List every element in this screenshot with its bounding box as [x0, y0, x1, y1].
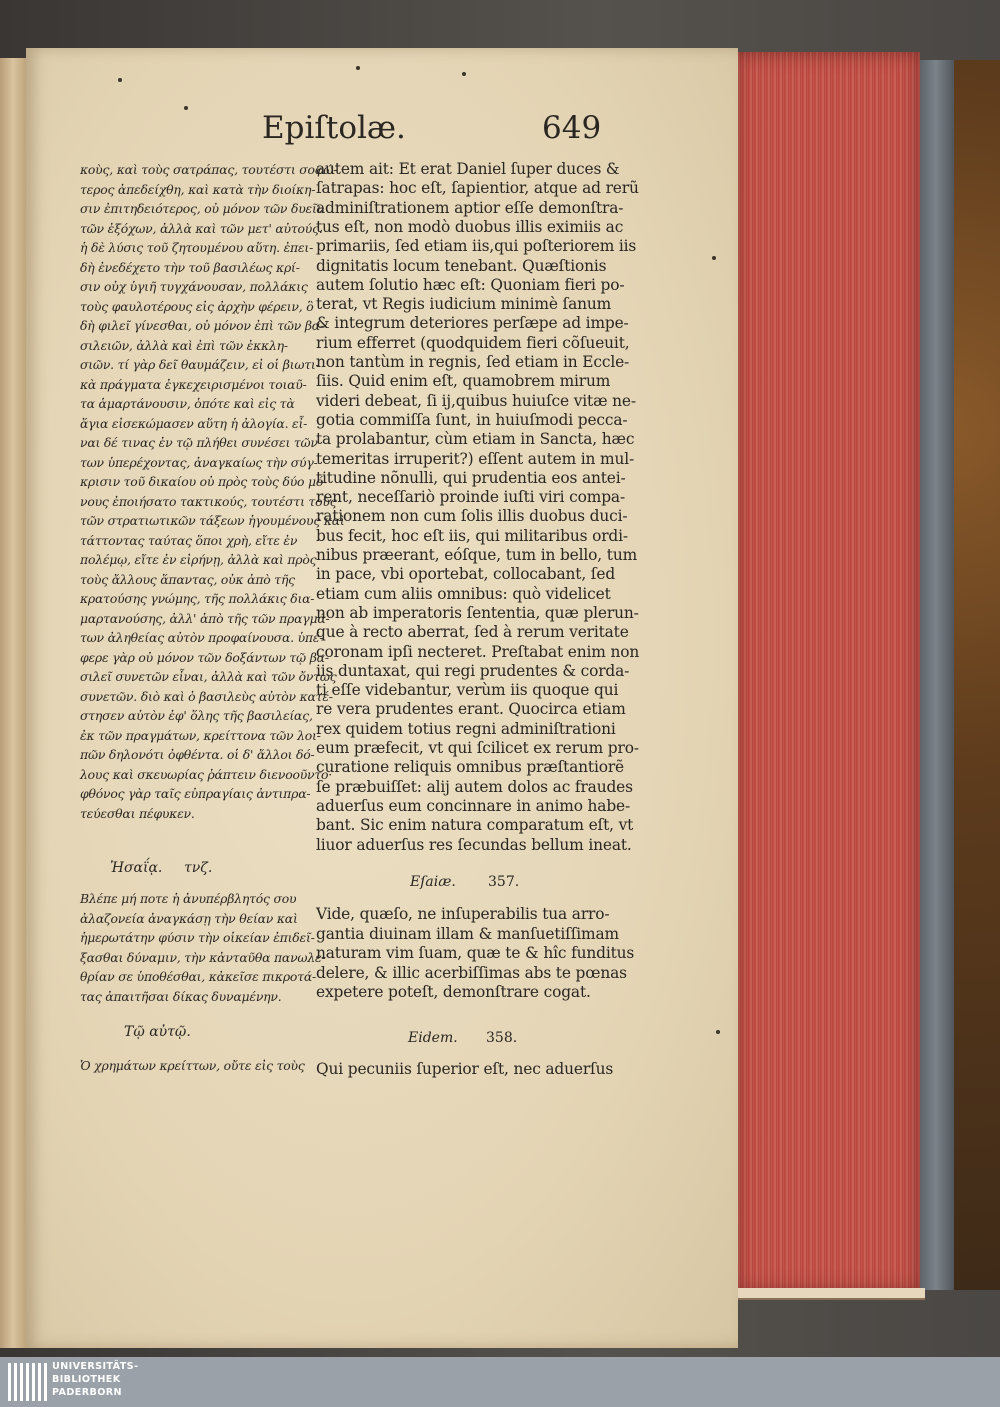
running-head: Epiſtolæ.: [262, 110, 406, 146]
text-line: non tantùm in regnis, ſed etiam in Eccle-: [316, 353, 630, 371]
text-line: σιλειῶν, ἀλλὰ καὶ ἐπὶ τῶν ἐκκλη-: [80, 337, 288, 353]
text-line: λους καὶ σκευωρίας ῥάπτειν διενοοῦντο·: [80, 766, 333, 782]
greek-heading-357: Ἠσαΐᾳ.: [110, 860, 163, 876]
text-line: κοὺς, καὶ τοὺς σατράπας, τουτέστι σοφώ-: [80, 162, 338, 177]
text-line: δὴ ἐνεδέχετο τὴν τοῦ βασιλέως κρί-: [80, 259, 300, 275]
text-line: τα ἁμαρτάνουσιν, ὁπότε καὶ εἰς τὰ: [80, 396, 295, 411]
text-line: τῶν ἐξόχων, ἀλλὰ καὶ τῶν μετ' αὐτούς.: [80, 220, 323, 236]
text-line: titudine nõnulli, qui prudentia eos antei-: [316, 468, 626, 487]
latin-number-357: 357.: [488, 874, 520, 890]
paper-speck: [356, 66, 360, 70]
text-line: Qui pecuniis ſuperior eſt, nec aduerſus: [316, 1060, 614, 1078]
text-line: ἡ δὲ λύσις τοῦ ζητουμένου αὕτη. ἐπει-: [80, 240, 314, 255]
text-line: bant. Sic enim natura comparatum eſt, vt: [316, 816, 634, 835]
greek-number-357: τνζ.: [184, 860, 213, 876]
left-page-edge: [0, 58, 28, 1348]
text-line: gantia diuinam illam & manſuetiſſimam: [316, 924, 619, 943]
text-line: curatione reliquis omnibus præſtantiorẽ: [316, 758, 625, 777]
text-line: ξασθαι δύναμιν, τὴν κἀνταῦθα πανωλε-: [80, 949, 326, 965]
text-line: Ὁ χρημάτων κρείττων, οὔτε εἰς τοὺς: [80, 1058, 305, 1073]
text-line: iis duntaxat, qui regi prudentes & corda-: [316, 661, 630, 680]
paper-speck: [118, 78, 122, 82]
text-line: autem ait: Et erat Daniel ſuper duces &: [316, 160, 620, 178]
text-line: δὴ φιλεῖ γίνεσθαι, οὐ μόνον ἐπὶ τῶν βα-: [80, 318, 324, 333]
paper-speck: [712, 256, 716, 260]
text-line: rex quidem totius regni adminiſtrationi: [316, 719, 616, 738]
text-line: terat, vt Regis iudicium minimè ſanum: [316, 295, 612, 314]
latin-heading-357: Eſaiæ.: [410, 874, 456, 890]
paper-speck: [462, 72, 466, 76]
text-line: πολέμῳ, εἴτε ἐν εἰρήνῃ, ἀλλὰ καὶ πρὸς: [80, 552, 317, 567]
text-line: τοὺς ἄλλους ἅπαντας, οὐκ ἀπὸ τῆς: [80, 571, 295, 587]
text-line: κὰ πράγματα ἐγκεχειρισμένοι τοιαῦ-: [80, 376, 307, 392]
text-line: ſiis. Quid enim eſt, quamobrem mirum: [316, 372, 611, 391]
text-line: ἡμερωτάτην φύσιν τὴν οἰκείαν ἐπιδεῖ-: [80, 930, 315, 945]
text-line: Βλέπε μή ποτε ἡ ἀνυπέρβλητός σου: [80, 891, 297, 906]
text-line: liuor aduerſus res ſecundas bellum ineat.: [316, 835, 632, 854]
latin-number-358: 358.: [486, 1030, 518, 1046]
text-line: re vera prudentes erant. Quocirca etiam: [316, 700, 626, 719]
text-line: non ab imperatoris ſententia, quæ plerun-: [316, 603, 639, 622]
text-line: eum præfecit, vt qui ſcilicet ex rerum pro-: [316, 739, 639, 757]
text-line: νους ἐποιήσατο τακτικούς, τουτέστι τοὺς: [80, 493, 337, 509]
text-line: μαρτανούσης, ἀλλ' ἀπὸ τῆς τῶν πραγμά-: [80, 610, 330, 626]
text-line: rent, neceſſariò proinde iuſti viri compa-: [316, 488, 625, 507]
text-line: temeritas irruperit?) eſſent autem in mul-: [316, 449, 635, 468]
text-line: in pace, vbi oportebat, collocabant, ſed: [316, 565, 616, 584]
text-line: autem ſolutio hæc eſt: Quoniam fieri po-: [316, 275, 625, 294]
page-number: 649: [542, 110, 602, 146]
text-line: tus eſt, non modò duobus illis eximiis ac: [316, 217, 624, 236]
text-line: delere, & illic acerbiſſimas abs te pœnas: [316, 963, 627, 982]
text-line: ſatrapas: hoc eſt, ſapientior, atque ad rerũ: [316, 179, 639, 198]
text-line: τερος ἀπεδείχθη, καὶ κατὰ τὴν διοίκη-: [80, 181, 316, 197]
text-line: naturam vim ſuam, quæ te & hîc funditus: [316, 944, 635, 962]
paper-speck: [184, 106, 188, 110]
text-line: videri debeat, ſi ij,quibus huiuſce vitæ ne-: [316, 391, 636, 410]
text-line: ſe præbuiſſet: alij autem dolos ac fraudes: [316, 777, 633, 796]
text-line: συνετῶν. διὸ καὶ ὁ βασιλεὺς αὐτὸν κατέ-: [80, 688, 333, 704]
logo-text-line-3: PADERBORN: [52, 1387, 122, 1398]
text-line: adminiſtrationem aptior eſſe demonſtra-: [316, 198, 624, 217]
text-line: τεύεσθαι πέφυκεν.: [80, 805, 195, 821]
text-line: ἅγια εἰσεκώμασεν αὕτη ἡ ἀλογία. εἶ-: [80, 415, 308, 431]
text-line: θρίαν σε ὑποθέσθαι, κἀκεῖσε πικροτά-: [80, 969, 317, 984]
text-line: κρατούσης γνώμης, τῆς πολλάκις δια-: [80, 591, 315, 606]
text-line: σιλεῖ συνετῶν εἶναι, ἀλλὰ καὶ τῶν ὄντως: [80, 669, 337, 684]
text-line: rationem non cum ſolis illis duobus duci-: [316, 507, 628, 526]
logo-text-line-1: UNIVERSITÄTS-: [52, 1361, 139, 1372]
text-line: των ὑπερέχοντας, ἀναγκαίως τὴν σύγ-: [80, 454, 318, 470]
text-line: coronam ipſi necteret. Preſtabat enim non: [316, 642, 640, 661]
text-line: dignitatis locum tenebant. Quæſtionis: [316, 256, 607, 275]
latin-heading-358: Eidem.: [408, 1030, 458, 1046]
text-line: σιν οὐχ ὑγιῆ τυγχάνουσαν, πολλάκις: [80, 279, 308, 294]
text-line: τῶν στρατιωτικῶν τάξεων ἡγουμένους καὶ: [80, 513, 345, 528]
page-block-bottom: [730, 1288, 925, 1300]
book-cover-cloth: [918, 60, 954, 1290]
text-line: rium efferret (quodquidem fieri cõſueuit,: [316, 333, 630, 352]
paper-speck: [716, 1030, 720, 1034]
text-line: σιῶν. τί γὰρ δεῖ θαυμάζειν, εἰ οἱ βιωτι-: [80, 357, 320, 372]
text-line: aduerſus eum concinnare in animo habe-: [316, 796, 631, 815]
text-line: & integrum deteriores perſæpe ad impe-: [316, 314, 629, 333]
text-line: ta prolabantur, cùm etiam in Sancta, hæc: [316, 430, 635, 449]
text-line: των ἀληθείας αὐτὸν προφαίνουσα. ὑπέ-: [80, 630, 324, 645]
text-line: κρισιν τοῦ δικαίου οὐ πρὸς τοὺς δύο μό-: [80, 474, 328, 489]
text-line: expetere poteſt, demonſtrare cogat.: [316, 983, 591, 1001]
text-line: nibus præerant, eóſque, tum in bello, tum: [316, 546, 638, 564]
greek-heading-358: Τῷ αὐτῷ.: [124, 1024, 191, 1040]
text-line: gotia commiſſa ſunt, in huiuſmodi pecca-: [316, 410, 628, 429]
logo-text-line-2: BIBLIOTHEK: [52, 1374, 121, 1385]
text-line: Vide, quæſo, ne inſuperabilis tua arro-: [316, 905, 610, 923]
text-line: ναι δέ τινας ἐν τῷ πλήθει συνέσει τῶν: [80, 435, 318, 450]
text-line: ἀλαζονεία ἀναγκάσῃ τὴν θείαν καὶ: [80, 910, 298, 926]
text-line: στησεν αὐτὸν ἐφ' ὅλης τῆς βασιλείας,: [80, 708, 313, 723]
text-line: bus fecit, hoc eſt iis, qui militaribus ordi-: [316, 526, 628, 545]
text-line: τάττοντας ταύτας ὅποι χρὴ, εἴτε ἐν: [80, 532, 298, 548]
text-line: σιν ἐπιτηδειότερος, οὐ μόνον τῶν δυεῖν: [80, 201, 324, 216]
text-line: etiam cum aliis omnibus: quò videlicet: [316, 584, 611, 603]
text-line: ti eſſe videbantur, verùm iis quoque qui: [316, 681, 619, 700]
page-block-edges: [735, 52, 920, 1292]
text-line: ἐκ τῶν πραγμάτων, κρείττονα τῶν λοι-: [80, 727, 321, 743]
text-line: φθόνος γὰρ ταῖς εὐπραγίαις ἀντιπρα-: [80, 786, 311, 801]
library-footer: [0, 1357, 1000, 1407]
text-line: τας ἀπαιτῆσαι δίκας δυναμένην.: [80, 988, 282, 1004]
text-line: πῶν δηλονότι ὀφθέντα. οἱ δ' ἄλλοι δό-: [80, 747, 315, 762]
text-line: φερε γὰρ οὐ μόνον τῶν δοξάντων τῷ βα-: [80, 649, 329, 665]
text-line: primariis, ſed etiam iis,qui poſteriorem iis: [316, 237, 637, 256]
library-logo-icon: [8, 1363, 48, 1401]
text-line: que à recto aberrat, ſed à rerum veritate: [316, 623, 629, 642]
text-line: τοὺς φαυλοτέρους εἰς ἀρχὴν φέρειν, ὃ: [80, 298, 314, 314]
